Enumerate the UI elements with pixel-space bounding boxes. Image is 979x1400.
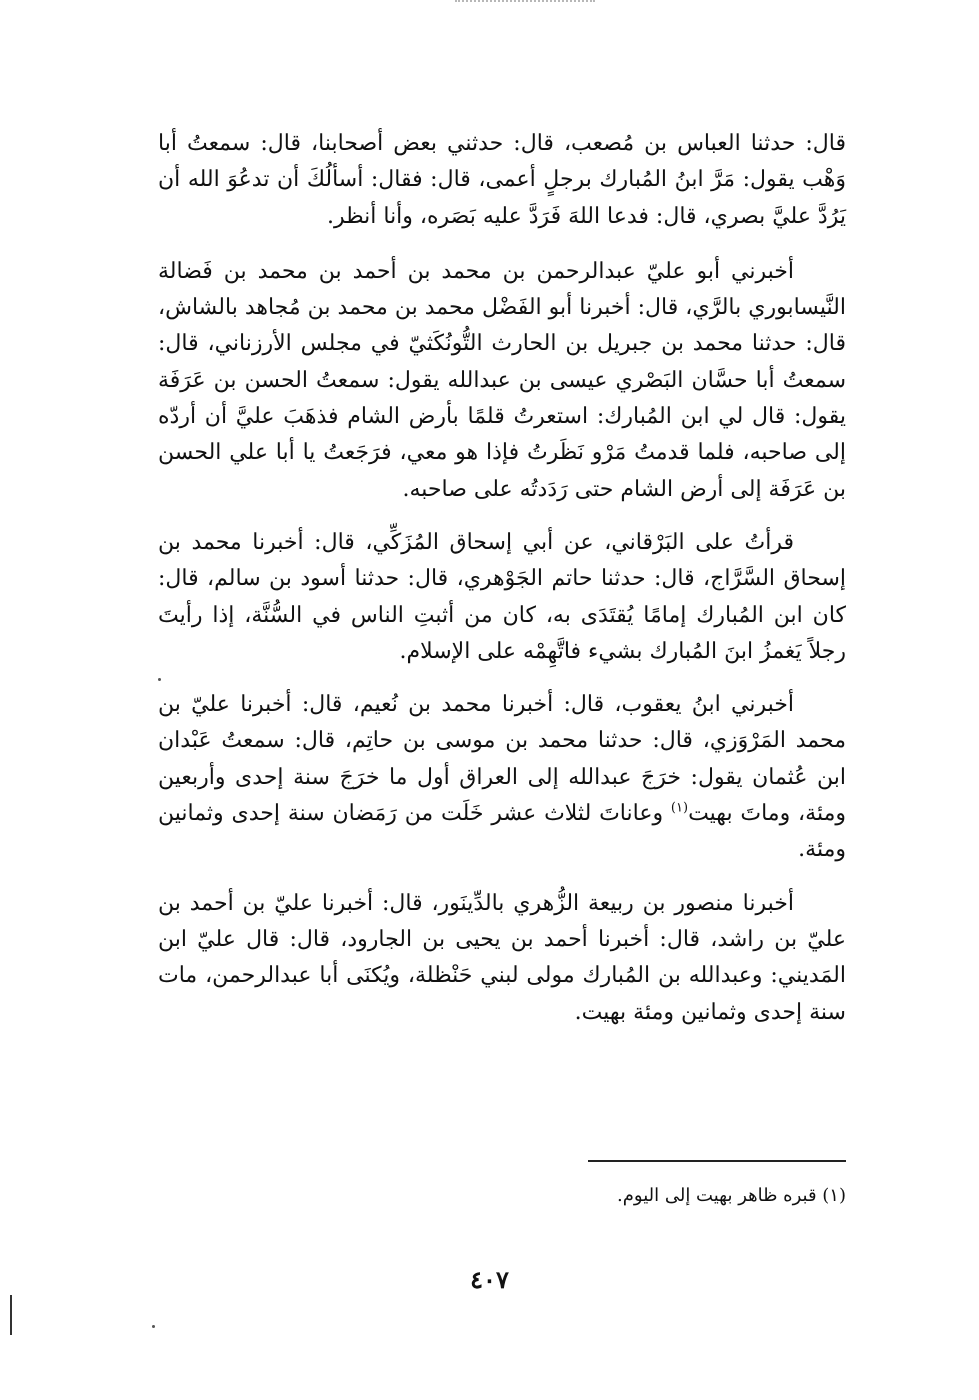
main-text xyxy=(158,126,846,1048)
paragraph-2: أخبرني أبو عليّ عبدالرحمن بن محمد بن أحمد بن محمد بن فَضالة النَّيسابوري بالرَّي، قال: أخبرنا أبو الفَضْل محمد بن محمد بن مُجاهد بالشاش، قال: حدثنا محمد بن جبريل بن الحارث التُّونُكَثيّ في مجلس الأرزناني، قال: سمعتُ أبا حسَّان البَصْري عيسى بن عبدالله يقول: سمعتُ الحسن بن عَرَفَة يقول: قال لي ابن المُبارك: استعرتُ قلمًا بأرض الشام فذهَبَ عليَّ أن أردّه إلى صاحبه، فلما قدمتُ مَرْو نَظَرتُ فإذا هو معي، فرَجَعتُ يا أبا علي الحسن بن عَرَفَة إلى أرض الشام حتى رَدَدتُه على صاحبه. xyxy=(158,258,846,502)
page-number: ٤٠٧ xyxy=(470,1265,509,1294)
footnote-divider xyxy=(588,1160,846,1162)
paragraph-4-rest: وعاناتَ لثلاث عشر خَلَت من رَمَضان سنة إحدى وثمانين ومئة. xyxy=(158,801,846,863)
paragraph-1: قال: حدثنا العباس بن مُصعب، قال: حدثني بعض أصحابنا، قال: سمعتُ أبا وَهْب يقول: مَرَّ ابنُ المُبارك برجلٍ أعمى، قال: فقال: أسألُكَ أن تدعُوَ الله أن يَرُدَّ عليَّ بصري، قال: فدعا اللهَ فَرَدَّ عليه بَصَره، وأنا أنظر. xyxy=(158,131,846,229)
scan-margin-line xyxy=(10,1295,12,1335)
paragraph-4 xyxy=(158,687,846,868)
paragraph-5: أخبرنا منصور بن ربيعة الزُّهري بالدِّينَور، قال: أخبرنا عليّ بن أحمد بن عليّ بن راشد، قال: أخبرنا أحمد بن يحيى بن الجارود، قال: قال عليّ ابن المَديني: وعبدالله بن المُبارك مولى لبني حَنْظلة، ويُكنَى أبا عبدالرحمن، مات سنة إحدى وثمانين ومئة بهيت. xyxy=(158,890,846,1025)
paragraph-4-text: أخبرني ابنُ يعقوب، قال: أخبرنا محمد بن نُعيم، قال: أخبرنا عليّ بن محمد المَرْوَزي، قال: حدثنا محمد بن موسى بن حاتِم، قال: سمعتُ عَبْدان ابن عُثمان يقول: خرَجَ عبدالله إلى العراق أول ما خرَجَ سنة إحدى وأربعين ومئة، وماتَ بهيت xyxy=(158,692,846,827)
paragraph-3: قرأتُ على البَرْقاني، عن أبي إسحاق المُزَكِّي، قال: أخبرنا محمد بن إسحاق السَّرَّاج، قال: حدثنا حاتم الجَوْهري، قال: حدثنا أسود بن سالم، قال: كان ابن المُبارك إمامًا يُقتَدَى به، كان من أثبتِ الناس في السُّنَّة، إذا رأيتَ رجلاً يَغمزُ ابنَ المُبارك بشيء فاتَّهِمْه على الإسلام. xyxy=(158,529,846,664)
scan-speck xyxy=(152,1325,155,1328)
footnote: (١) قبره ظاهر بهيت إلى اليوم. xyxy=(617,1185,846,1206)
scan-speck xyxy=(158,678,161,681)
footnote-marker[interactable]: (١) xyxy=(670,800,689,816)
top-edge-mark xyxy=(455,0,595,6)
